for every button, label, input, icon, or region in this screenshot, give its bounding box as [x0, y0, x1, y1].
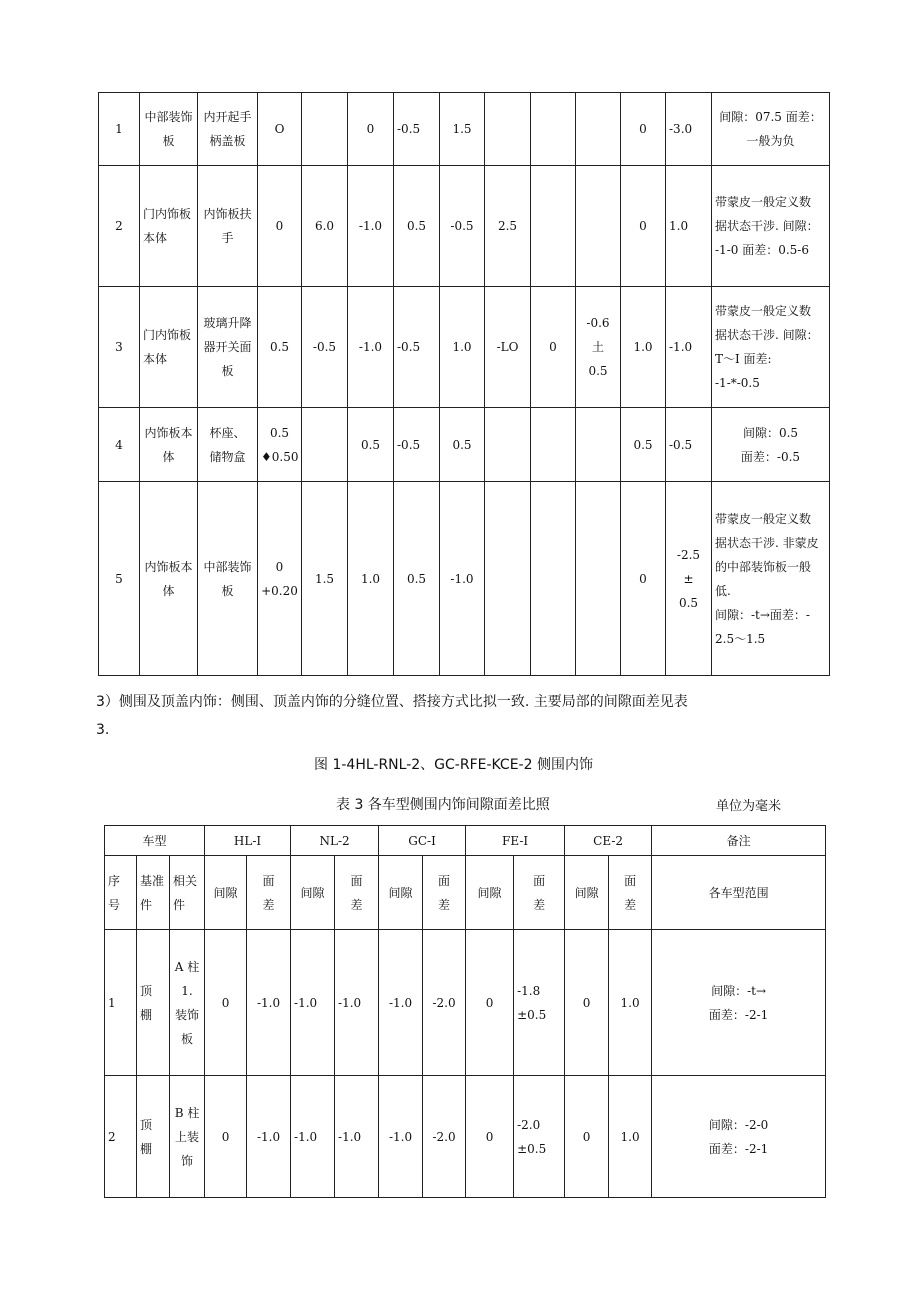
value-cell — [485, 482, 531, 676]
value-cell — [485, 93, 531, 166]
value-cell: 0 — [466, 930, 514, 1076]
model-header: FE-I — [466, 826, 565, 856]
col-flush: 面 差 — [514, 856, 565, 930]
value-cell: -1.0 — [379, 930, 423, 1076]
row-number: 1 — [105, 930, 137, 1076]
col-base: 基准 件 — [137, 856, 170, 930]
value-cell: -3.0 — [666, 93, 712, 166]
col-no: 序 号 — [105, 856, 137, 930]
value-cell: 1.0 — [348, 482, 394, 676]
note-cell: 间隙：-t→ 面差：-2-1 — [652, 930, 826, 1076]
row-number: 2 — [105, 1076, 137, 1198]
value-cell — [531, 93, 576, 166]
table-row — [99, 93, 830, 166]
value-cell: 0.5 — [394, 166, 440, 287]
value-cell: 0.5 — [440, 408, 485, 482]
col-range: 各车型范围 — [652, 856, 826, 930]
value-cell: 0 — [258, 166, 302, 287]
value-cell: -1.0 — [440, 482, 485, 676]
table-row — [99, 166, 830, 287]
value-cell — [576, 408, 621, 482]
value-cell: 1.0 — [609, 930, 652, 1076]
value-cell: -1.8 ±0.5 — [514, 930, 565, 1076]
section-paragraph: 3）侧围及顶盖内饰：侧围、顶盖内饰的分缝位置、搭接方式比拟一致. 主要局部的间隙面差见表 3. — [96, 694, 688, 738]
value-cell: -0.5 — [394, 408, 440, 482]
related-part: B 柱 上装 饰 — [170, 1076, 205, 1198]
col-gap: 间隙 — [291, 856, 335, 930]
value-cell: 0 — [205, 1076, 247, 1198]
value-cell: 0 — [621, 93, 666, 166]
value-cell: -1.0 — [379, 1076, 423, 1198]
note-cell: 带蒙皮一般定义数 据状态干涉. 间隙： -1-0 面差：0.5-6 — [712, 166, 830, 287]
value-cell: -0.5 — [440, 166, 485, 287]
value-cell — [302, 408, 348, 482]
table-row — [105, 930, 826, 1076]
value-cell — [531, 166, 576, 287]
value-cell: -0.5 — [302, 287, 348, 408]
model-header: GC-I — [379, 826, 466, 856]
related-part: 玻璃升降 器开关面 板 — [198, 287, 258, 408]
model-header: HL-I — [205, 826, 291, 856]
value-cell: 1.0 — [666, 166, 712, 287]
value-cell: 0 — [466, 1076, 514, 1198]
value-cell: -0.5 — [394, 93, 440, 166]
value-cell: 0 — [348, 93, 394, 166]
base-part: 顶 棚 — [137, 930, 170, 1076]
table-row — [99, 408, 830, 482]
value-cell: O — [258, 93, 302, 166]
value-cell: 2.5 — [485, 166, 531, 287]
value-cell: 0.5 — [348, 408, 394, 482]
value-cell: -2.0 ±0.5 — [514, 1076, 565, 1198]
value-cell: 0 — [565, 1076, 609, 1198]
row-number: 2 — [99, 166, 140, 287]
value-cell: 0.5 — [258, 287, 302, 408]
value-cell — [485, 408, 531, 482]
note-cell: 间隙：-2-0 面差：-2-1 — [652, 1076, 826, 1198]
col-flush: 面 差 — [247, 856, 291, 930]
unit-label: 单位为毫米 — [716, 799, 782, 814]
table-row — [99, 482, 830, 676]
value-cell — [576, 166, 621, 287]
col-gap: 间隙 — [379, 856, 423, 930]
header-note: 备注 — [652, 826, 826, 856]
value-cell: -0.5 — [394, 287, 440, 408]
related-part: 内开起手 柄盖板 — [198, 93, 258, 166]
gap-flush-table-side — [104, 825, 826, 1198]
related-part: 内饰板扶 手 — [198, 166, 258, 287]
gap-flush-table-door — [98, 92, 830, 676]
col-gap: 间隙 — [466, 856, 514, 930]
value-cell: 0.5 — [621, 408, 666, 482]
col-gap: 间隙 — [205, 856, 247, 930]
base-part: 门内饰板 本体 — [140, 287, 198, 408]
value-cell: -1.0 — [291, 930, 335, 1076]
base-part: 内饰板本 体 — [140, 482, 198, 676]
value-cell: 0.5 — [394, 482, 440, 676]
row-number: 3 — [99, 287, 140, 408]
col-rel: 相关 件 — [170, 856, 205, 930]
value-cell: -1.0 — [291, 1076, 335, 1198]
col-gap: 间隙 — [565, 856, 609, 930]
value-cell: -2.5 ± 0.5 — [666, 482, 712, 676]
col-flush: 面 差 — [423, 856, 466, 930]
note-cell: 间隙：0.5 面差：-0.5 — [712, 408, 830, 482]
value-cell: -0.6 土 0.5 — [576, 287, 621, 408]
value-cell: 6.0 — [302, 166, 348, 287]
value-cell: -1.0 — [348, 166, 394, 287]
value-cell: 1.0 — [609, 1076, 652, 1198]
base-part: 内饰板本 体 — [140, 408, 198, 482]
value-cell: -1.0 — [247, 1076, 291, 1198]
value-cell — [576, 482, 621, 676]
base-part: 中部装饰 板 — [140, 93, 198, 166]
base-part: 顶 棚 — [137, 1076, 170, 1198]
value-cell — [531, 482, 576, 676]
related-part: 杯座、 储物盒 — [198, 408, 258, 482]
value-cell — [531, 408, 576, 482]
figure-caption: 图 1-4HL-RNL-2、GC-RFE-KCE-2 侧围内饰 — [314, 757, 593, 773]
value-cell: 0 — [531, 287, 576, 408]
row-number: 1 — [99, 93, 140, 166]
value-cell: 0.5 ♦0.50 — [258, 408, 302, 482]
value-cell: 1.5 — [440, 93, 485, 166]
value-cell: -1.0 — [247, 930, 291, 1076]
value-cell: 1.0 — [621, 287, 666, 408]
value-cell — [302, 93, 348, 166]
note-cell: 带蒙皮一般定义数 据状态干涉. 非蒙皮 的中部装饰板一般 低. 间隙：-t→面差：- 2.5～1.5 — [712, 482, 830, 676]
table-caption: 表 3 各车型侧围内饰间隙面差比照 — [336, 797, 550, 813]
table-row — [105, 1076, 826, 1198]
value-cell — [576, 93, 621, 166]
value-cell: 0 +0.20 — [258, 482, 302, 676]
value-cell: -2.0 — [423, 930, 466, 1076]
value-cell: -1.0 — [335, 1076, 379, 1198]
model-header: NL-2 — [291, 826, 379, 856]
col-flush: 面 差 — [609, 856, 652, 930]
value-cell: 1.0 — [440, 287, 485, 408]
table-row — [99, 287, 830, 408]
value-cell: -1.0 — [666, 287, 712, 408]
header-model: 车型 — [105, 826, 205, 856]
value-cell: -LO — [485, 287, 531, 408]
model-header: CE-2 — [565, 826, 652, 856]
note-cell: 间隙：07.5 面差： 一般为负 — [712, 93, 830, 166]
value-cell: 1.5 — [302, 482, 348, 676]
col-flush: 面 差 — [335, 856, 379, 930]
value-cell: -1.0 — [335, 930, 379, 1076]
header-row — [105, 826, 826, 856]
base-part: 门内饰板 本体 — [140, 166, 198, 287]
value-cell: 0 — [565, 930, 609, 1076]
value-cell: 0 — [621, 482, 666, 676]
value-cell: 0 — [621, 166, 666, 287]
related-part: 中部装饰 板 — [198, 482, 258, 676]
value-cell: -1.0 — [348, 287, 394, 408]
row-number: 4 — [99, 408, 140, 482]
value-cell: 0 — [205, 930, 247, 1076]
related-part: A 柱 1. 装饰 板 — [170, 930, 205, 1076]
value-cell: -2.0 — [423, 1076, 466, 1198]
value-cell: -0.5 — [666, 408, 712, 482]
row-number: 5 — [99, 482, 140, 676]
note-cell: 带蒙皮一般定义数 据状态干涉. 间隙： T～I 面差: -1-*-0.5 — [712, 287, 830, 408]
subheader-row — [105, 856, 826, 930]
